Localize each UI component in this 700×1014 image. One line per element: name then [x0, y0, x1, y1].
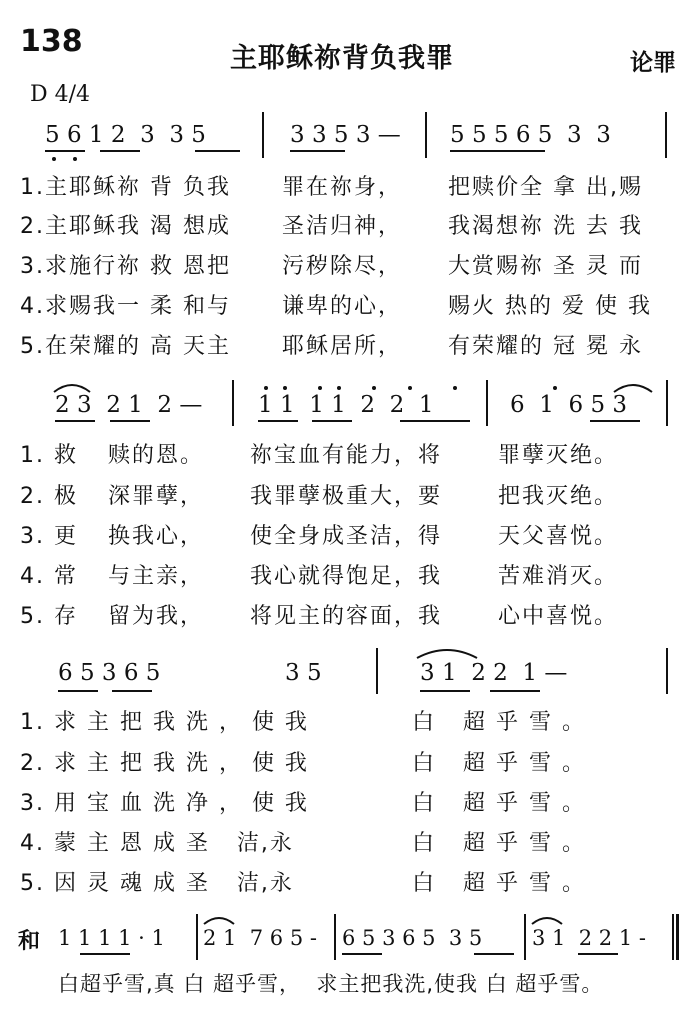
underline-beam — [55, 420, 95, 422]
final-barline — [676, 914, 679, 960]
notes-measure-2: 3 3 5 3 — — [290, 122, 401, 148]
notes-measure-3: 5 5 5 6 5 3 3 — [450, 122, 611, 148]
slur — [530, 914, 564, 926]
lyric-line: 1.主耶稣祢 背 负我 — [20, 175, 231, 200]
notes-measure-1: 5 6 1 2 3 3 5 — [45, 122, 206, 148]
slur — [612, 380, 654, 394]
lyric-line: 苦难消灭。 — [498, 564, 619, 589]
underline-beam — [110, 420, 150, 422]
barline — [376, 648, 378, 694]
underline-beam — [312, 420, 352, 422]
lyric-line: 5.在荣耀的 高 天主 — [20, 334, 231, 359]
refrain-notes-2: 2 1 7 6 5 - — [203, 926, 317, 950]
high-octave-dot — [337, 386, 341, 390]
refrain-lyrics: 白超乎雪,真 白 超乎雪， 求主把我洗,使我 白 超乎雪。 — [58, 972, 604, 996]
lyric-line: 谦卑的心， — [282, 294, 403, 319]
high-octave-dot — [283, 386, 287, 390]
lyric-line: 5. 存 — [20, 604, 78, 629]
lyric-line: 2. 极 — [20, 484, 78, 509]
hymn-number: 138 — [20, 24, 83, 59]
underline-beam — [474, 953, 514, 955]
slur — [415, 646, 479, 660]
notes-measure-4: 2 3 2 1 2 — — [55, 392, 203, 418]
lyric-line: 2. 求 主 把 我 洗 ， 使 我 — [20, 751, 309, 776]
notes-measure-6: 6 1 6 5 3 — [510, 392, 628, 418]
lyric-line: 心中喜悦。 — [498, 604, 619, 629]
lyric-line: 白 超 乎 雪 。 — [412, 871, 586, 896]
lyric-line: 与主亲， — [108, 564, 205, 589]
barline — [262, 112, 264, 158]
underline-beam — [578, 953, 618, 955]
barline — [672, 914, 674, 960]
lyric-line: 4. 蒙 主 恩 成 圣 洁,永 — [20, 831, 294, 856]
lyric-line: 2.主耶稣我 渴 想成 — [20, 214, 231, 239]
underline-beam — [450, 150, 545, 152]
slur — [202, 914, 236, 926]
high-octave-dot — [453, 386, 457, 390]
lyric-line: 把赎价全 拿 出,赐 — [448, 175, 643, 200]
lyric-line: 将见主的容面，我 — [250, 604, 443, 629]
barline — [524, 914, 526, 960]
barline — [425, 112, 427, 158]
notes-measure-8: 3 1 2 2 1 — — [420, 660, 568, 686]
high-octave-dot — [264, 386, 268, 390]
high-octave-dot — [372, 386, 376, 390]
lyric-line: 使全身成圣洁，得 — [250, 524, 443, 549]
lyric-line: 我渴想祢 洗 去 我 — [448, 214, 643, 239]
lyric-line: 罪孽灭绝。 — [498, 443, 619, 468]
barline — [232, 380, 234, 426]
underline-beam — [590, 420, 640, 422]
low-octave-dot — [52, 157, 56, 161]
lyric-line: 把我灭绝。 — [498, 484, 619, 509]
underline-beam — [58, 690, 98, 692]
barline — [666, 380, 668, 426]
lyric-line: 赐火 热的 爱 使 我 — [448, 294, 652, 319]
lyric-line: 深罪孽， — [108, 484, 205, 509]
lyric-line: 罪在祢身， — [282, 175, 403, 200]
underline-beam — [258, 420, 298, 422]
lyric-line: 3. 更 — [20, 524, 78, 549]
barline — [196, 914, 198, 960]
lyric-line: 祢宝血有能力，将 — [250, 443, 443, 468]
underline-beam — [100, 150, 140, 152]
lyric-line: 白 超 乎 雪 。 — [412, 791, 586, 816]
lyric-line: 耶稣居所， — [282, 334, 403, 359]
hymn-category: 论罪 — [630, 50, 676, 76]
lyric-line: 有荣耀的 冠 冕 永 — [448, 334, 643, 359]
lyric-line: 圣洁归神， — [282, 214, 403, 239]
high-octave-dot — [318, 386, 322, 390]
lyric-line: 换我心， — [108, 524, 205, 549]
underline-beam — [420, 690, 470, 692]
lyric-line: 5. 因 灵 魂 成 圣 洁,永 — [20, 871, 294, 896]
high-octave-dot — [408, 386, 412, 390]
lyric-line: 赎的恩。 — [108, 443, 205, 468]
underline-beam — [400, 420, 470, 422]
notes-measure-7b: 3 5 — [285, 660, 322, 686]
underline-beam — [290, 150, 345, 152]
refrain-notes-4: 3 1 2 2 1 - — [532, 926, 646, 950]
notes-measure-7: 6 5 3 6 5 — [58, 660, 161, 686]
lyric-line: 留为我， — [108, 604, 205, 629]
underline-beam — [195, 150, 240, 152]
lyric-line: 我心就得饱足，我 — [250, 564, 443, 589]
refrain-notes-1: 1 1 1 1 · 1 — [58, 926, 165, 950]
lyric-line: 我罪孽极重大，要 — [250, 484, 443, 509]
hymn-title: 主耶稣祢背负我罪 — [230, 43, 454, 74]
lyric-line: 天父喜悦。 — [498, 524, 619, 549]
key-signature: D 4/4 — [30, 82, 91, 107]
lyric-line: 白 超 乎 雪 。 — [412, 831, 586, 856]
lyric-line: 1. 救 — [20, 443, 78, 468]
barline — [334, 914, 336, 960]
lyric-line: 4. 常 — [20, 564, 78, 589]
underline-beam — [490, 690, 540, 692]
underline-beam — [80, 953, 130, 955]
barline — [486, 380, 488, 426]
underline-beam — [45, 150, 85, 152]
lyric-line: 白 超 乎 雪 。 — [412, 751, 586, 776]
lyric-line: 3.求施行祢 救 恩把 — [20, 254, 231, 279]
lyric-line: 白 超 乎 雪 。 — [412, 710, 586, 735]
lyric-line: 4.求赐我一 柔 和与 — [20, 294, 231, 319]
underline-beam — [342, 953, 382, 955]
high-octave-dot — [553, 386, 557, 390]
notes-measure-5: 1 1 1 1 2 2 1 — [258, 392, 434, 418]
barline — [666, 648, 668, 694]
refrain-notes-3: 6 5 3 6 5 3 5 — [342, 926, 483, 950]
underline-beam — [112, 690, 152, 692]
lyric-line: 1. 求 主 把 我 洗 ， 使 我 — [20, 710, 309, 735]
lyric-line: 大赏赐祢 圣 灵 而 — [448, 254, 643, 279]
refrain-label: 和 — [18, 929, 41, 954]
lyric-line: 3. 用 宝 血 洗 净 ， 使 我 — [20, 791, 309, 816]
lyric-line: 污秽除尽， — [282, 254, 403, 279]
barline — [665, 112, 667, 158]
low-octave-dot — [73, 157, 77, 161]
